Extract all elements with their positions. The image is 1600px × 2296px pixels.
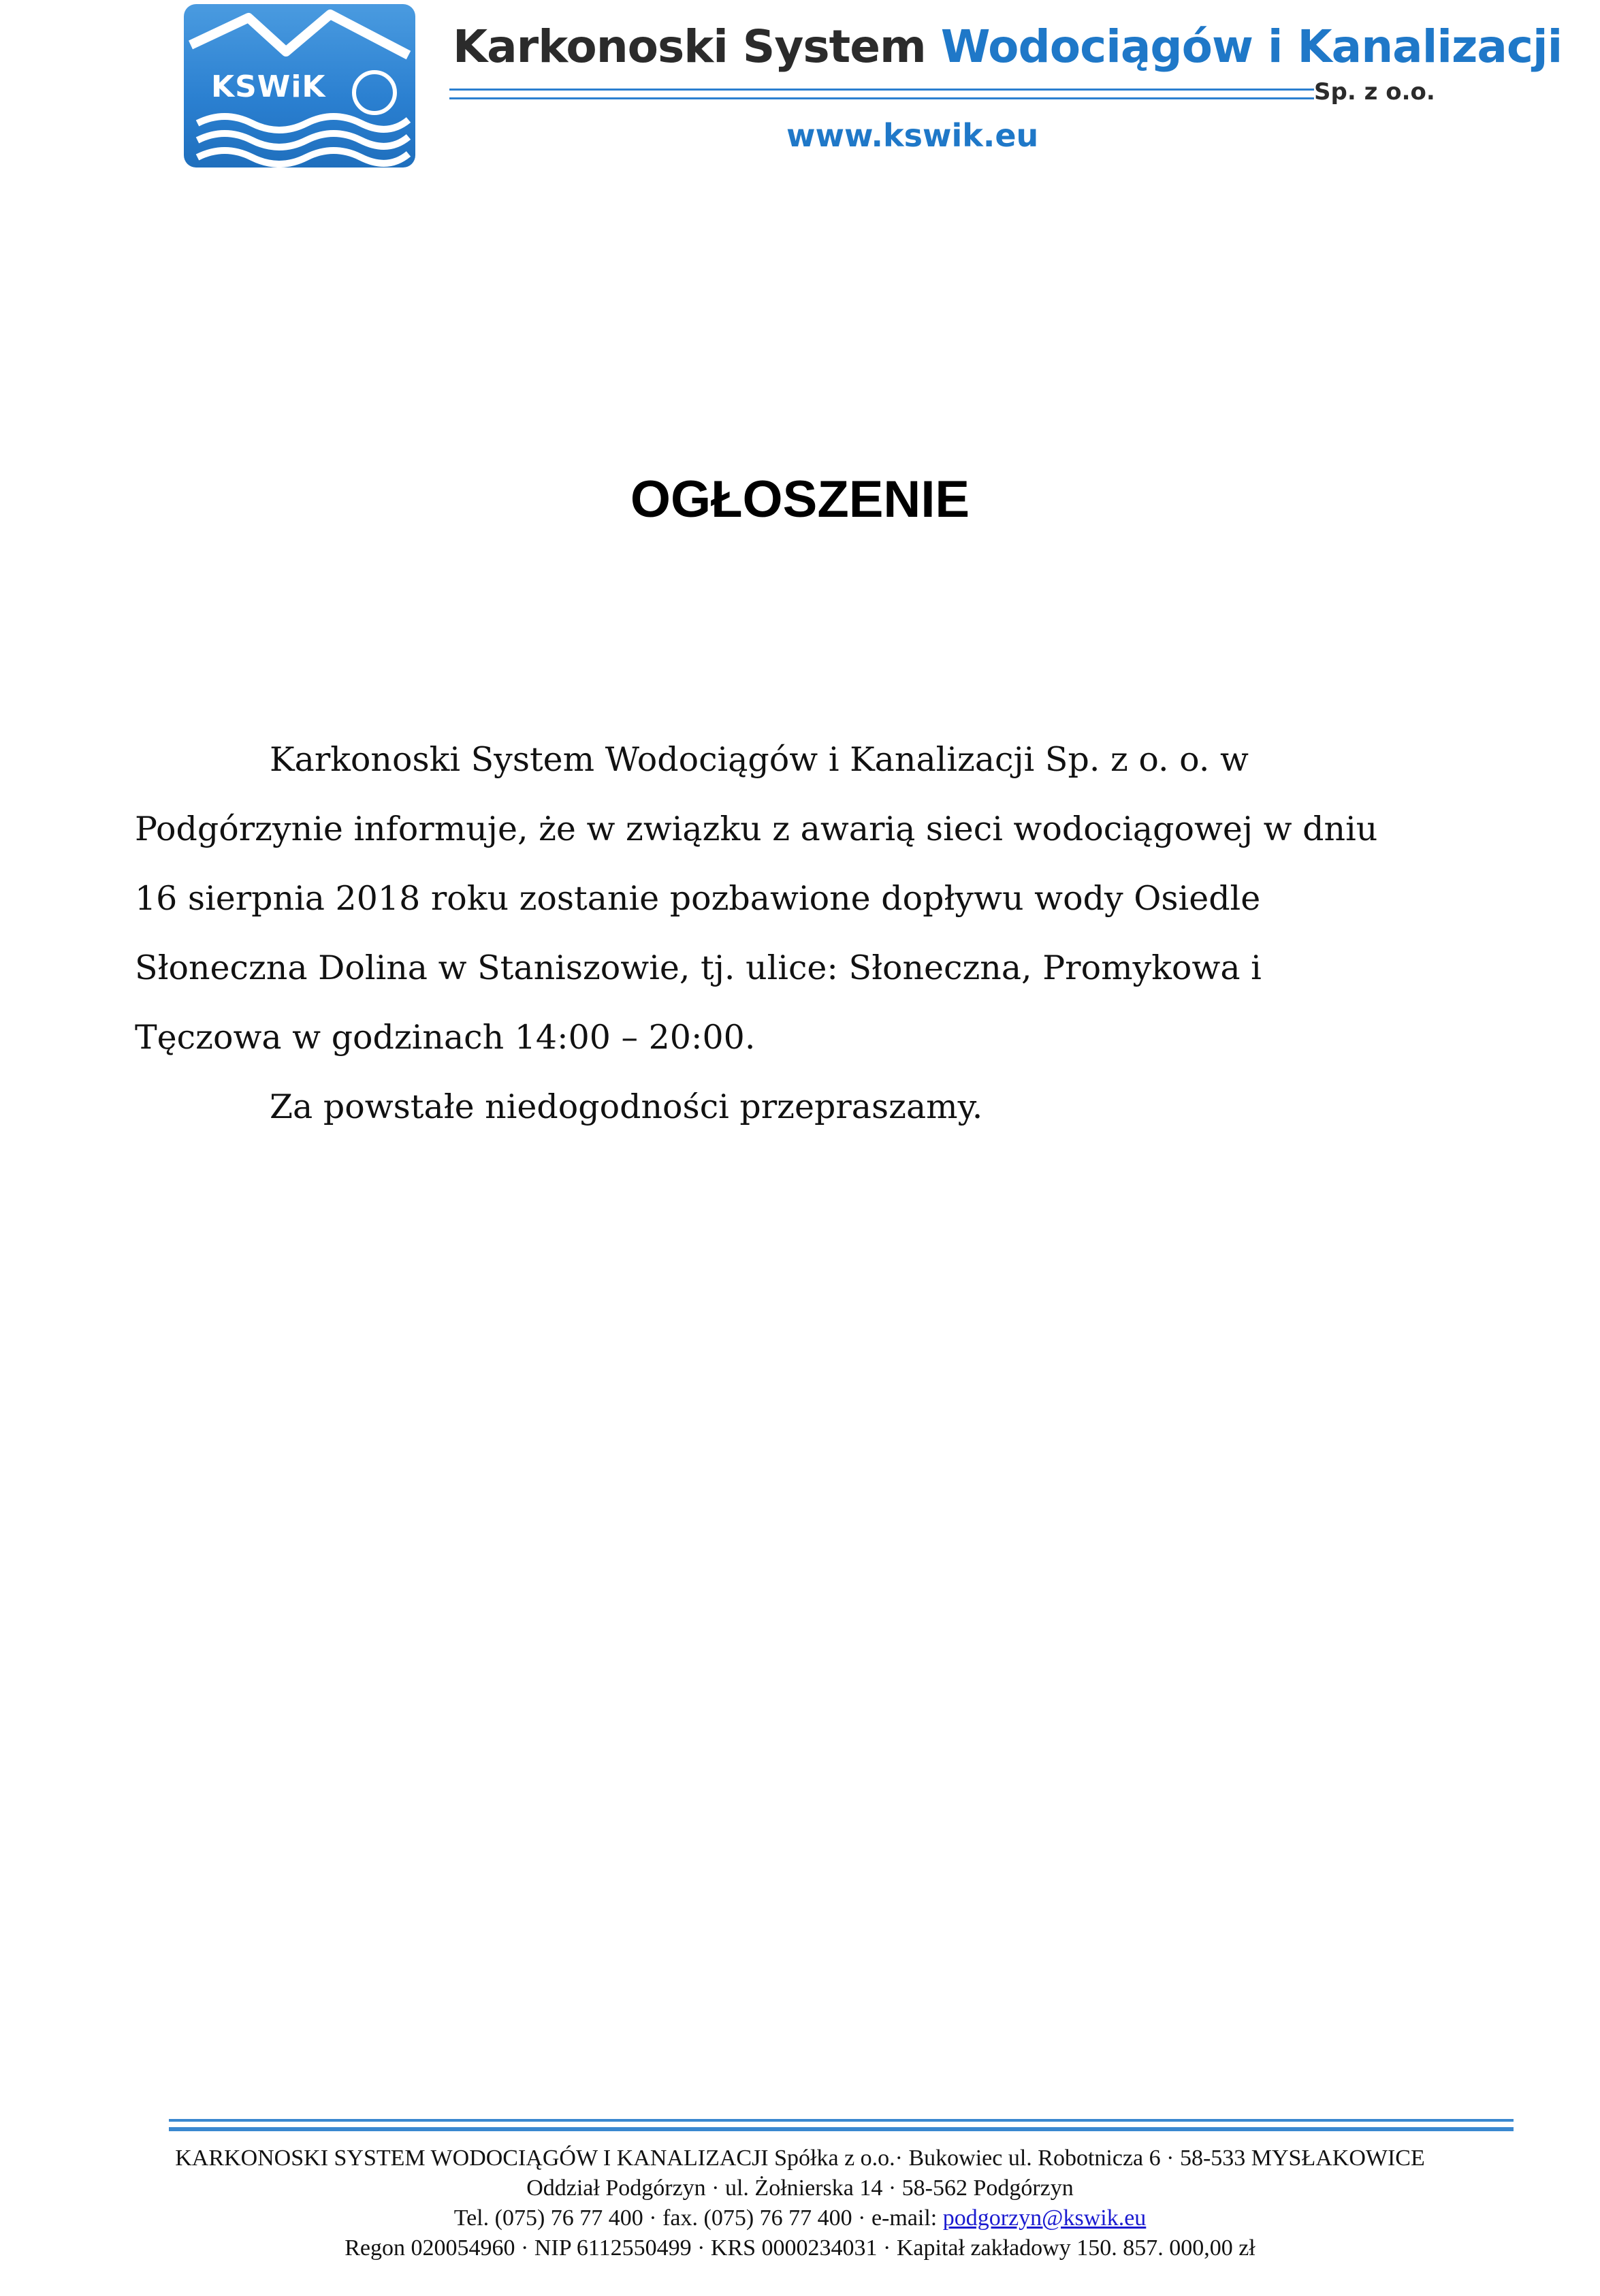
header-divider: [449, 89, 1314, 99]
footer-phone-fax: Tel. (075) 76 77 400 · fax. (075) 76 77 400 · e-mail:: [453, 2205, 943, 2231]
footer-branch-line: Oddział Podgórzyn · ul. Żołnierska 14 · 58-562 Podgórzyn: [526, 2175, 1074, 2201]
page-title: OGŁOSZENIE: [630, 471, 970, 528]
company-name-dark: Karkonoski System: [453, 20, 926, 73]
website-link[interactable]: www.kswik.eu: [786, 117, 1039, 154]
company-logo: [184, 4, 415, 168]
letterhead: [0, 0, 1600, 177]
apology-line: Za powstałe niedogodności przepraszamy.: [270, 1087, 983, 1126]
body-line: 16 sierpnia 2018 roku zostanie pozbawione dopływu wody Osiedle: [135, 879, 1261, 918]
body-line: Karkonoski System Wodociągów i Kanalizacji Sp. z o. o. w: [270, 740, 1249, 779]
announcement-body: [135, 725, 1537, 1142]
footer-contact-line: [0, 2203, 1600, 2233]
logo-text: KSWiK: [211, 69, 326, 104]
company-name: [453, 20, 1562, 73]
footer-registration-line: Regon 020054960 · NIP 6112550499 · KRS 0000234031 · Kapitał zakładowy 150. 857. 000,00 zł: [345, 2235, 1255, 2261]
footer: [0, 2143, 1600, 2263]
body-line: Tęczowa w godzinach 14:00 – 20:00.: [135, 1018, 756, 1057]
legal-form: Sp. z o.o.: [1314, 78, 1435, 106]
email-link[interactable]: podgorzyn@kswik.eu: [942, 2205, 1147, 2231]
footer-divider: [169, 2127, 1514, 2131]
body-line: Słoneczna Dolina w Staniszowie, tj. ulice: Słoneczna, Promykowa i: [135, 948, 1262, 987]
footer-address-line: KARKONOSKI SYSTEM WODOCIĄGÓW I KANALIZACJI Spółka z o.o.· Bukowiec ul. Robotnicza 6 · 58-533 MYSŁAKOWICE: [175, 2146, 1425, 2171]
company-name-blue: Wodociągów i Kanalizacji: [940, 20, 1563, 73]
footer-divider: [169, 2119, 1514, 2122]
body-line: Podgórzynie informuje, że w związku z awarią sieci wodociągowej w dniu: [135, 810, 1378, 848]
